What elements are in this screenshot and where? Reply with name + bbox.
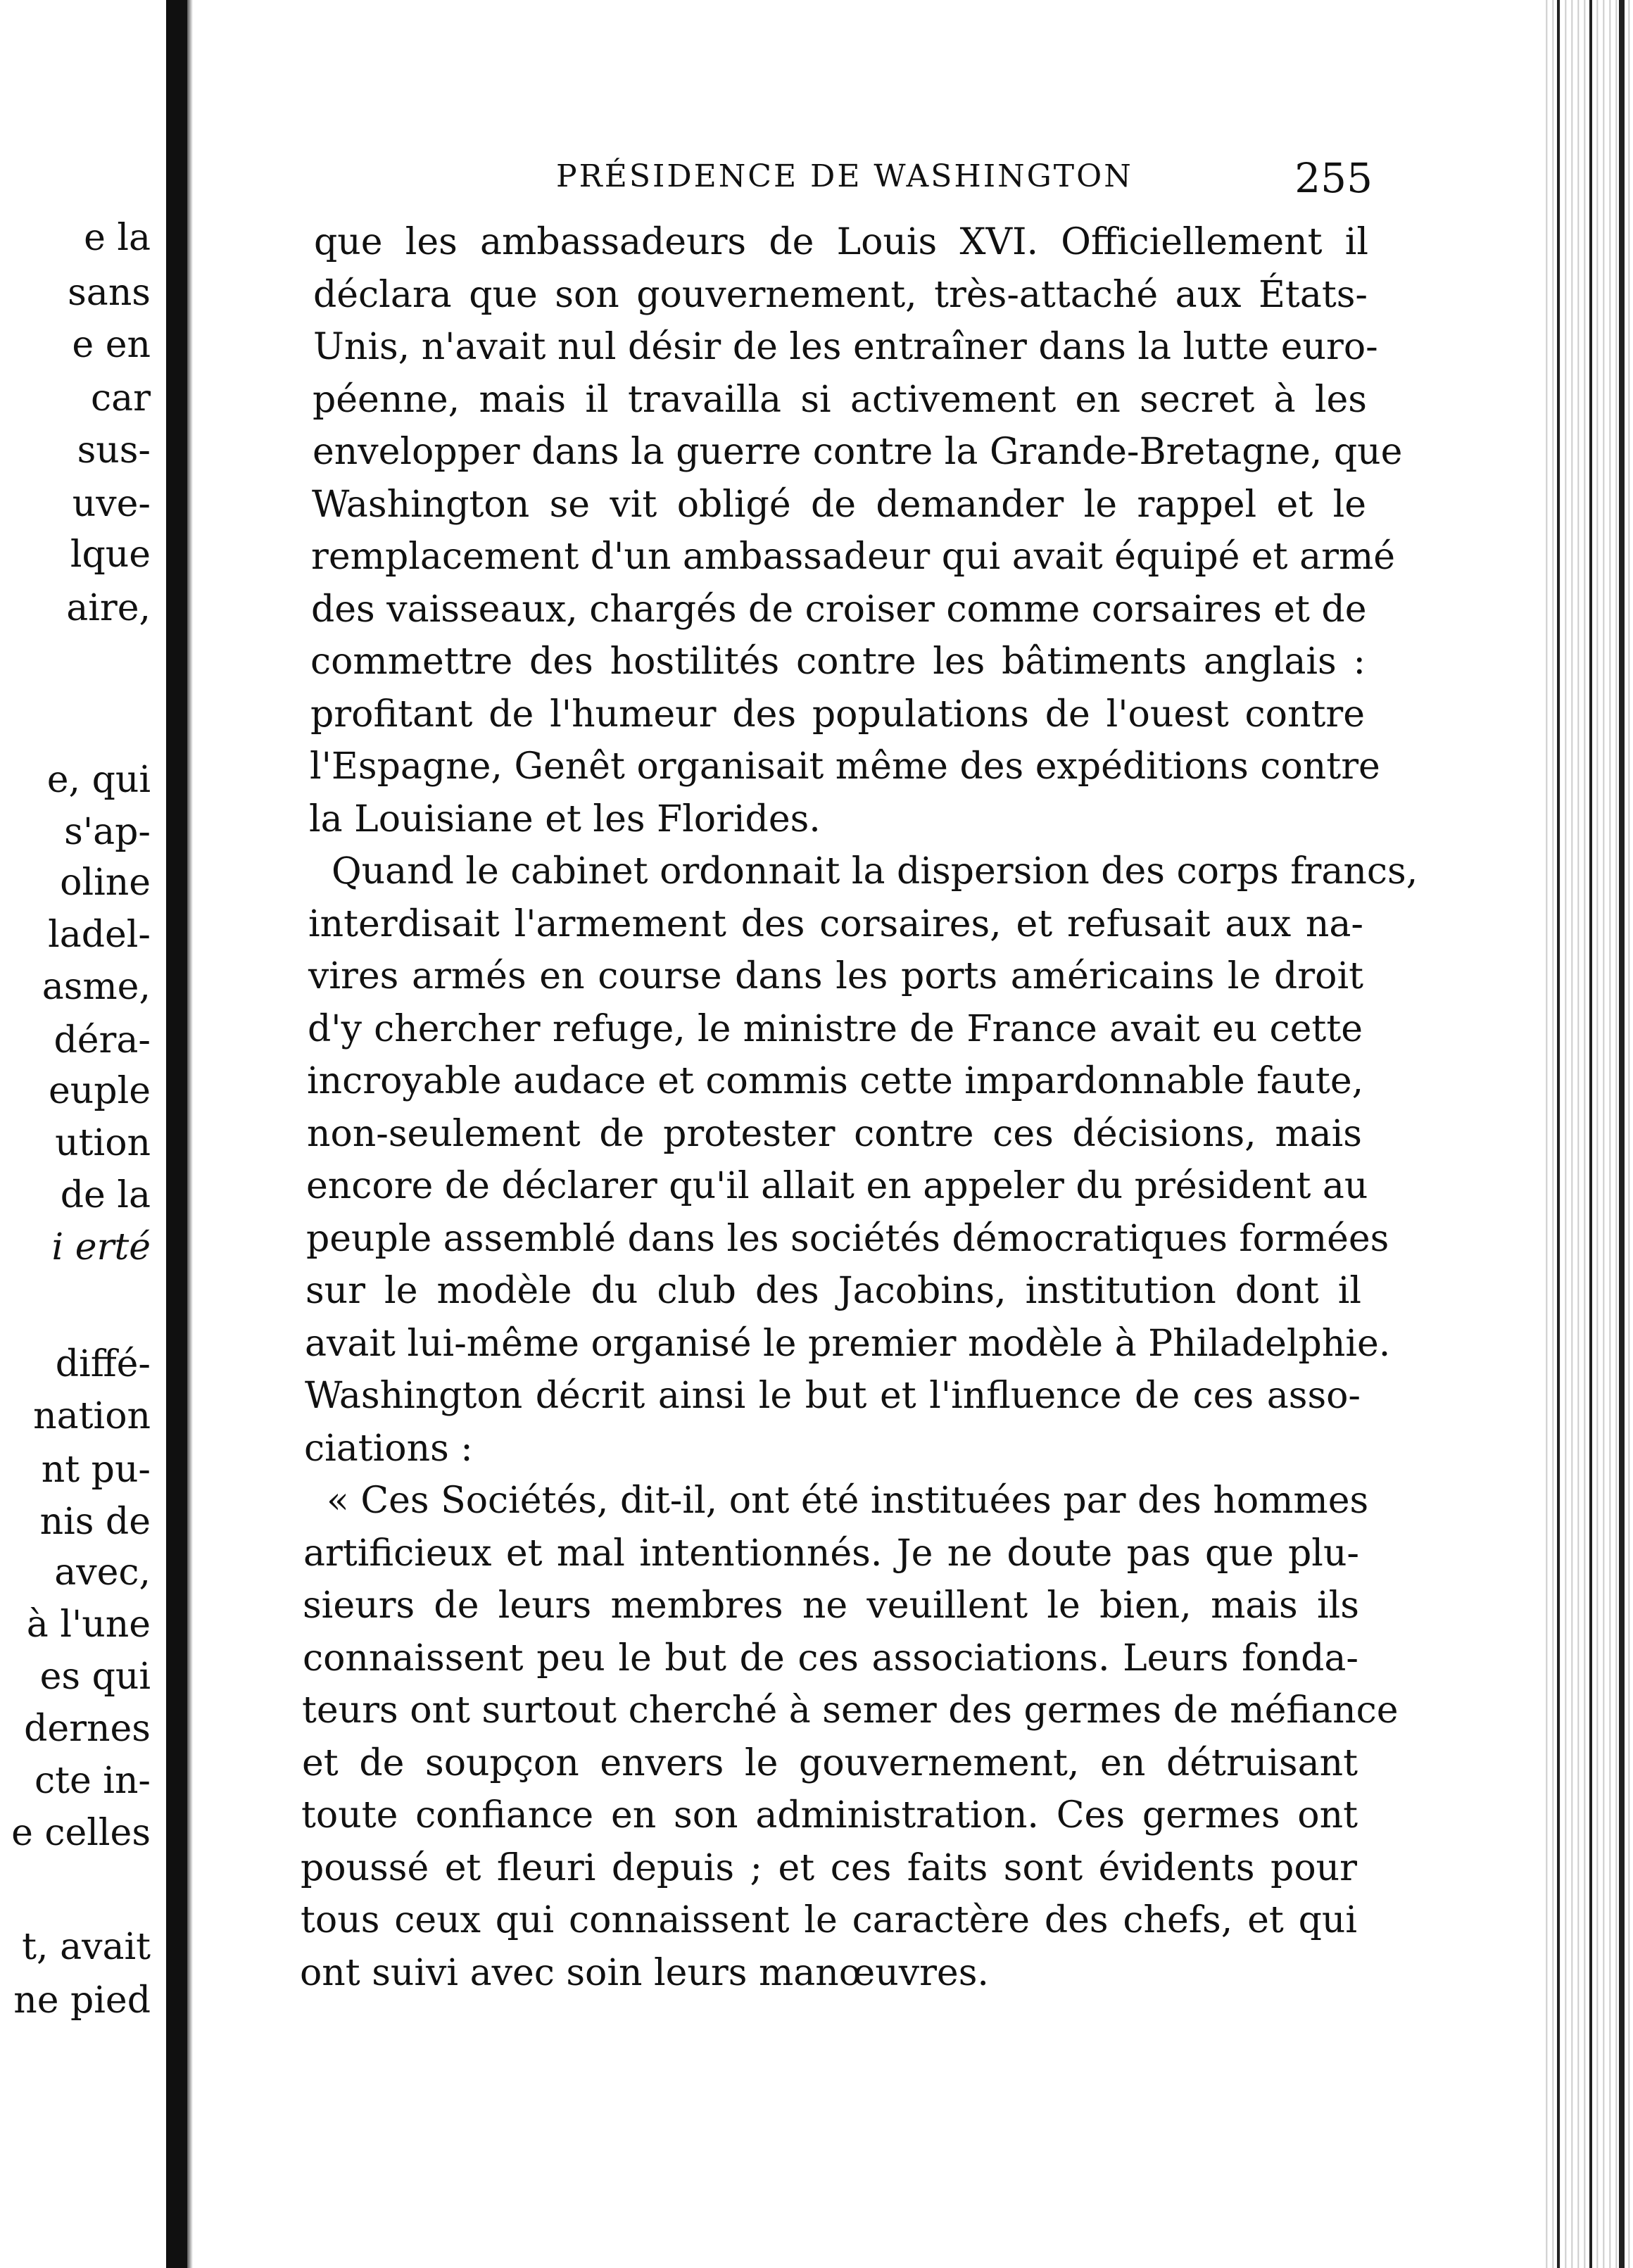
body-text-line: la Louisiane et les Florides. (309, 798, 821, 840)
facing-page-line: sus- (77, 429, 151, 472)
facing-page-line: cte in- (34, 1760, 151, 1802)
facing-page-line: aire, (66, 587, 151, 629)
facing-page-line: nation (33, 1395, 151, 1437)
body-text-line: d'y chercher refuge, le ministre de France avait eu cette (308, 1008, 1363, 1050)
facing-page-line: à l'une (26, 1604, 151, 1646)
gutter-shadow (187, 0, 193, 2268)
page-edge-line (1619, 0, 1625, 2268)
facing-page-line: oline (60, 862, 151, 904)
facing-page-line: diffé- (55, 1343, 151, 1385)
body-text-line: incroyable audace et commis cette impardonnable faute, (307, 1060, 1364, 1102)
facing-page-line: ladel- (48, 914, 151, 956)
facing-page-line: nt pu- (41, 1449, 151, 1491)
facing-page-line: avec, (54, 1551, 151, 1594)
body-text-line: péenne, mais il travailla si activement en secret à les (313, 379, 1367, 421)
facing-page-line: es qui (39, 1656, 151, 1698)
facing-page-line: i erté (51, 1226, 151, 1268)
body-text-line: ont suivi avec soin leurs manœuvres. (300, 1952, 989, 1994)
facing-page-line: euple (49, 1070, 151, 1112)
running-head: PRÉSIDENCE DE WASHINGTON (556, 158, 1133, 194)
body-text-line: connaissent peu le but de ces associations. Leurs fonda- (303, 1637, 1358, 1680)
body-text-line: sieurs de leurs membres ne veuillent le bien, mais ils (303, 1585, 1359, 1627)
body-text-line: remplacement d'un ambassadeur qui avait équipé et armé (311, 536, 1396, 578)
body-text-line: non-seulement de protester contre ces décisions, mais (307, 1113, 1362, 1155)
facing-page-line: lque (70, 534, 151, 576)
facing-page-line: de la (60, 1174, 151, 1216)
facing-page-line: sans (68, 272, 151, 314)
facing-page-line: car (91, 377, 151, 420)
facing-page-line: ne pied (13, 1979, 151, 2022)
facing-page-line: t, avait (22, 1926, 151, 1968)
facing-page-line: uve- (72, 483, 151, 525)
body-text-line: artificieux et mal intentionnés. Je ne doute pas que plu- (303, 1532, 1359, 1575)
body-text-line: interdisait l'armement des corsaires, et refusait aux na- (308, 903, 1363, 945)
body-text-line: envelopper dans la guerre contre la Grande-Bretagne, que (313, 431, 1403, 473)
body-text-line: l'Espagne, Genêt organisait même des expéditions contre (310, 745, 1380, 788)
facing-page-line: e la (84, 217, 151, 259)
page-edge-line (1589, 0, 1592, 2268)
facing-page-line: e, qui (46, 759, 151, 801)
page-number: 255 (1294, 154, 1373, 202)
body-text-line: commettre des hostilités contre les bâtiments anglais : (310, 641, 1366, 683)
book-gutter (166, 0, 187, 2268)
page-header (556, 154, 1373, 202)
body-text-line: tous ceux qui connaissent le caractère des chefs, et qui (301, 1899, 1357, 1941)
body-text-line: encore de déclarer qu'il allait en appeler du président au (306, 1165, 1368, 1207)
body-text-line: peuple assemblé dans les sociétés démocratiques formées (306, 1218, 1389, 1260)
body-text-line: Washington se vit obligé de demander le rappel et le (312, 484, 1366, 526)
body-text-line: sur le modèle du club des Jacobins, institution dont il (305, 1270, 1361, 1312)
body-text-line: « Ces Sociétés, dit-il, ont été instituées par des hommes (327, 1480, 1369, 1522)
body-text-line: Washington décrit ainsi le but et l'influence de ces asso- (305, 1375, 1361, 1417)
page-edge-line (1557, 0, 1560, 2268)
body-text-line: avait lui-même organisé le premier modèle à Philadelphie. (305, 1323, 1391, 1365)
facing-page-fragment (0, 0, 166, 2268)
body-text-line: et de soupçon envers le gouvernement, en détruisant (302, 1742, 1358, 1784)
facing-page-line: nis de (39, 1501, 151, 1543)
body-text-line: que les ambassadeurs de Louis XVI. Officiellement il (314, 221, 1368, 263)
facing-page-line: asme, (42, 966, 151, 1008)
body-text-line: ciations : (304, 1428, 473, 1470)
body-text-line: vires armés en course dans les ports américains le droit (308, 955, 1363, 997)
facing-page-line: déra- (53, 1019, 151, 1061)
body-text-line: des vaisseaux, chargés de croiser comme corsaires et de (311, 588, 1367, 631)
body-text-line: poussé et fleuri depuis ; et ces faits sont évidents pour (301, 1847, 1357, 1889)
facing-page-line: s'ap- (64, 811, 151, 853)
facing-page-line: dernes (24, 1708, 151, 1750)
body-text-line: teurs ont surtout cherché à semer des germes de méfiance (302, 1689, 1399, 1732)
facing-page-line: e en (72, 324, 151, 366)
body-text-line: Unis, n'avait nul désir de les entraîner dans la lutte euro- (313, 326, 1378, 368)
body-text-line: profitant de l'humeur des populations de l'ouest contre (310, 693, 1365, 736)
facing-page-line: ution (55, 1122, 151, 1164)
facing-page-line: e celles (11, 1812, 151, 1854)
body-text-line: toute confiance en son administration. Ces germes ont (301, 1794, 1358, 1837)
body-text-line: Quand le cabinet ordonnait la dispersion des corps francs, (332, 850, 1418, 893)
body-text-line: déclara que son gouvernement, très-attaché aux États- (313, 274, 1368, 316)
